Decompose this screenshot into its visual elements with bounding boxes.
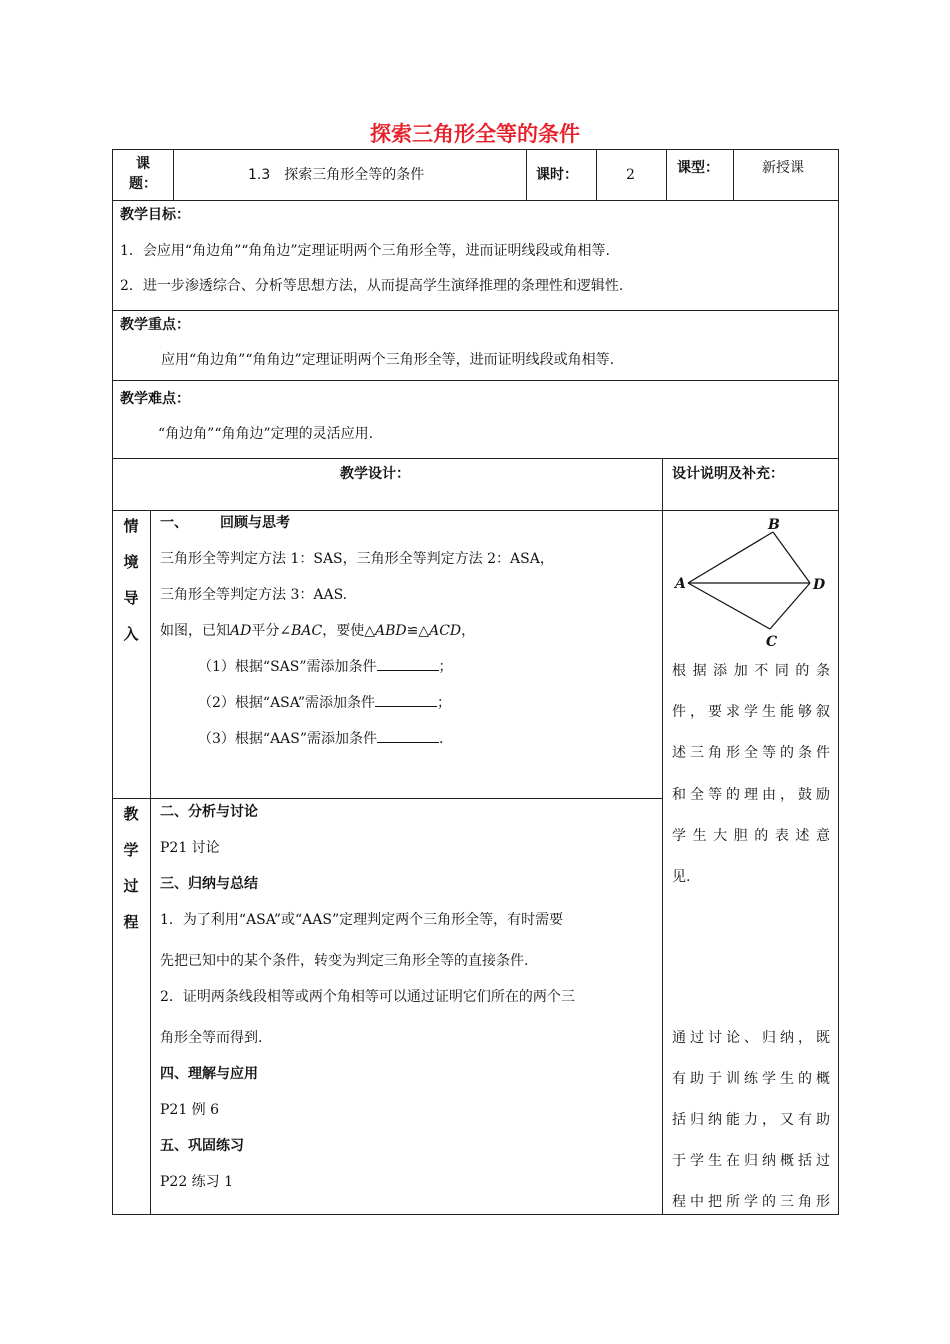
point-label-d: D	[813, 577, 826, 593]
segment-ab	[688, 532, 773, 583]
question-sas: （1）根据“SAS”需添加条件 ；	[198, 659, 453, 675]
section1-line1: 三角形全等判定方法 1：SAS，三角形全等判定方法 2：ASA，	[160, 551, 554, 567]
segment-bd	[773, 532, 810, 583]
answer-blank	[377, 730, 439, 743]
hours-value: 2	[626, 167, 635, 183]
segment-cd	[770, 583, 810, 629]
example-ref: P21 例 6	[160, 1102, 220, 1118]
page-title: 探索三角形全等的条件	[370, 122, 580, 146]
topic-label: 课题：	[129, 156, 157, 192]
question-asa: （2）根据“ASA”需添加条件 ；	[198, 695, 451, 711]
point-label-a: A	[675, 576, 686, 592]
difficulties-heading: 教学难点：	[120, 391, 190, 407]
answer-blank	[377, 658, 439, 671]
section1-heading: 一、 回顾与思考	[160, 515, 290, 531]
section5-heading: 五、巩固练习	[160, 1138, 244, 1154]
design-heading: 教学设计：	[340, 466, 410, 482]
section2-heading: 二、分析与讨论	[160, 804, 258, 820]
practice-ref: P22 练习 1	[160, 1174, 234, 1190]
hours-label: 课时：	[536, 167, 578, 183]
type-value: 新授课	[762, 160, 804, 176]
summary-item: 2．证明两条线段相等或两个角相等可以通过证明它们所在的两个三	[160, 989, 575, 1005]
objectives-heading: 教学目标：	[120, 207, 190, 223]
key-points-text: 应用“角边角”“角角边”定理证明两个三角形全等，进而证明线段或角相等.	[161, 352, 615, 368]
type-label: 课型：	[677, 160, 719, 176]
section3-heading: 三、归纳与总结	[160, 876, 258, 892]
question-aas: （3）根据“AAS”需添加条件 .	[198, 731, 444, 747]
summary-item: 先把已知中的某个条件，转变为判定三角形全等的直接条件.	[160, 953, 529, 969]
segment-ac	[688, 583, 770, 629]
answer-blank	[375, 694, 437, 707]
section2-p21: P21 讨论	[160, 840, 220, 856]
difficulties-text: “角边角”“角角边”定理的灵活应用.	[158, 426, 374, 442]
objective-item: 1．会应用“角边角”“角角边”定理证明两个三角形全等，进而证明线段或角相等.	[120, 243, 610, 259]
section4-heading: 四、理解与应用	[160, 1066, 258, 1082]
point-label-c: C	[766, 634, 778, 650]
key-points-heading: 教学重点：	[120, 317, 190, 333]
summary-item: 角形全等而得到.	[160, 1030, 263, 1046]
section1-line2: 三角形全等判定方法 3：AAS.	[160, 587, 348, 603]
objective-item: 2．进一步渗透综合、分析等思想方法，从而提高学生演绎推理的条理性和逻辑性.	[120, 278, 624, 294]
triangle-figure	[666, 512, 836, 652]
section1-line3: 如图，已知AD平分∠BAC，要使△ABD≌△ACD，	[160, 623, 476, 639]
topic-value: 1.3 探索三角形全等的条件	[248, 167, 425, 183]
point-label-b: B	[768, 517, 780, 533]
notes-heading: 设计说明及补充：	[672, 466, 784, 482]
summary-item: 1．为了利用“ASA”或“AAS”定理判定两个三角形全等，有时需要	[160, 912, 564, 928]
